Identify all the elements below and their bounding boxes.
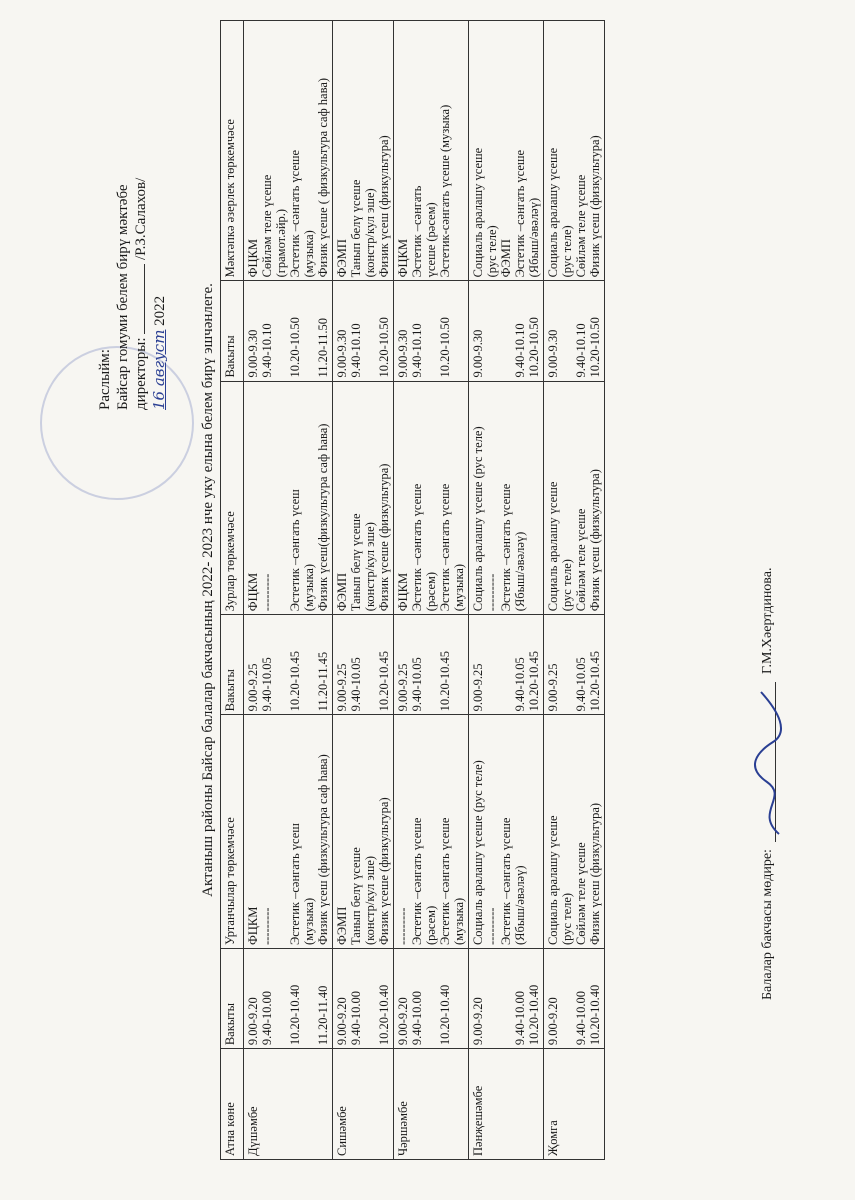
cell-line: Физик үсеше (физкультура) [377, 463, 391, 612]
cell-line: 9.00-9.25 [546, 663, 560, 712]
cell-line: 9.40-10.10 [574, 323, 588, 378]
time-cell [333, 281, 394, 381]
cell-line: --------- [396, 907, 410, 946]
activity-cell [244, 715, 333, 949]
cell-line [560, 618, 574, 711]
cell-line: 11.20-11.45 [316, 651, 330, 712]
cell-line [560, 284, 574, 377]
activity-cell [244, 21, 333, 281]
cell-line: Сөйләм теле үсеше [574, 174, 588, 278]
cell-line: Физик үсеш (физкультура) [588, 802, 602, 946]
approval-year: 2022 [152, 295, 168, 326]
header-time-3: Вакыты [221, 281, 244, 381]
cell-line: Эстетик –сәнгать үсеш [288, 489, 302, 612]
cell-line: Физик үсеше ( физкультура саф һава) [316, 77, 330, 278]
director-name: /Р.З.Салахов/ [133, 177, 149, 260]
cell-line: (Ябыш/әвәләү) [513, 531, 527, 612]
cell-line: 10.20-10.45 [438, 650, 452, 712]
time-cell [394, 281, 469, 381]
activity-cell [394, 381, 469, 615]
activity-cell [333, 21, 394, 281]
cell-line: үсеше (рәсем) [424, 202, 438, 278]
cell-line: (рус теле) [485, 225, 499, 278]
cell-line: 10.20-10.45 [588, 650, 602, 712]
cell-line: ФЭМП [335, 906, 349, 946]
cell-line [485, 618, 499, 711]
cell-line: ФЦКМ [396, 239, 410, 278]
cell-line: Танып белү үсеше [349, 179, 363, 278]
cell-line: 10.20-10.40 [588, 984, 602, 1046]
table-row [333, 21, 394, 1160]
cell-line [499, 618, 513, 711]
head-signature [775, 682, 776, 842]
header-day: Атна көне [221, 1049, 244, 1160]
activity-cell [469, 21, 544, 281]
table-row [244, 21, 333, 1160]
day-cell: Җомга [544, 1049, 605, 1160]
day-cell: Пәнҗешәмбе [469, 1049, 544, 1160]
cell-line: Эстетик –сәнгать үсеше [499, 483, 513, 612]
activity-cell [333, 381, 394, 615]
cell-line: 9.40-10.00 [574, 991, 588, 1046]
cell-line: 9.00-9.20 [246, 997, 260, 1046]
cell-line: ФЭМП [335, 572, 349, 612]
table-row [394, 21, 469, 1160]
day-cell: Чәршәмбе [394, 1049, 469, 1160]
cell-line: (рус теле) [560, 559, 574, 612]
time-cell [469, 281, 544, 381]
cell-line: 9.40-10.00 [513, 991, 527, 1046]
cell-line: Эстетик –сәнгать үсеше [513, 149, 527, 278]
cell-line: 9.40-10.10 [410, 323, 424, 378]
time-cell [544, 949, 605, 1049]
cell-line: 9.40-10.05 [513, 657, 527, 712]
cell-line: (констр/кул эше) [363, 855, 377, 946]
time-cell [333, 949, 394, 1049]
cell-line: 9.00-9.25 [335, 663, 349, 712]
cell-line: Эстетик –сәнгать үсеше [288, 149, 302, 278]
cell-line: ФЦКМ [396, 572, 410, 612]
table-header-row [221, 21, 244, 1160]
time-cell [244, 281, 333, 381]
time-cell [394, 615, 469, 715]
table-body [244, 21, 605, 1160]
cell-line: Физик үсеше (физкультура) [377, 797, 391, 946]
time-cell [394, 949, 469, 1049]
cell-line: 9.00-9.20 [335, 997, 349, 1046]
cell-line: Социаль аралашу үсеше [546, 147, 560, 278]
header-senior-group: Зурлар төркемчәсе [221, 381, 244, 615]
cell-line: 10.20-10.45 [288, 650, 302, 712]
day-cell: Дүшәмбе [244, 1049, 333, 1160]
cell-line: 9.40-10.10 [349, 323, 363, 378]
cell-line: 11.20-11.50 [316, 318, 330, 378]
cell-line: 10.20-10.40 [527, 984, 541, 1046]
cell-line: (музыка) [302, 563, 316, 612]
table-row [544, 21, 605, 1160]
cell-line: 9.00-9.30 [396, 329, 410, 378]
cell-line: 10.20-10.50 [288, 317, 302, 378]
cell-line [302, 952, 316, 1045]
activity-cell [394, 21, 469, 281]
cell-line: Физик үсеш (физкультура) [377, 135, 391, 278]
cell-line: 10.20-10.45 [377, 650, 391, 712]
table-row [469, 21, 544, 1160]
cell-line: Эстетик –сәнгать үсеше [410, 483, 424, 612]
cell-line [363, 952, 377, 1045]
cell-line: Социаль аралашу үсеше [471, 147, 485, 278]
cell-line [363, 618, 377, 711]
signature-line [144, 264, 145, 334]
activity-cell [333, 715, 394, 949]
time-cell [544, 281, 605, 381]
cell-line: --------- [260, 573, 274, 612]
cell-line: 9.00-9.30 [335, 329, 349, 378]
cell-line: 9.00-9.30 [246, 329, 260, 378]
cell-line: Физик үсеш(физкультура саф һава) [316, 423, 330, 612]
cell-line: ФЦКМ [246, 239, 260, 278]
approval-date [150, 50, 169, 410]
cell-line: Эстетик –сәнгать үсеш [288, 823, 302, 946]
cell-line: (рус теле) [560, 225, 574, 278]
cell-line [560, 952, 574, 1045]
cell-line: (Ябыш/әвәләү) [527, 197, 541, 278]
document-title: Актаныш районы Байсар балалар бакчасының 2022- 2023 нче уку елына белем бирү эшчәнлеге. [200, 283, 216, 897]
cell-line: ФЦКМ [246, 906, 260, 946]
head-name: Г.М.Хәертдинова. [760, 567, 775, 675]
approval-line-2: Байсар гомуми белем бирү мәктәбе [115, 184, 131, 410]
cell-line: (рәсем) [424, 571, 438, 612]
cell-line: (музыка) [452, 563, 466, 612]
cell-line: Социаль аралашу үсеше [546, 481, 560, 612]
cell-line: 9.00-9.30 [546, 329, 560, 378]
cell-line: --------- [485, 907, 499, 946]
header-time-1: Вакыты [221, 949, 244, 1049]
cell-line: 9.00-9.20 [396, 997, 410, 1046]
cell-line: Эстетик –сәнгать үсеше [499, 817, 513, 946]
cell-line: Эстетик –сәнгать үсеше [438, 817, 452, 946]
cell-line: 9.00-9.25 [246, 663, 260, 712]
footer [760, 568, 776, 1000]
day-cell: Сишәмбе [333, 1049, 394, 1160]
schedule-table [220, 20, 605, 1160]
cell-line [424, 618, 438, 711]
cell-line: 9.40-10.05 [260, 657, 274, 712]
cell-line: 9.40-10.05 [349, 657, 363, 712]
cell-line: 9.40-10.10 [513, 323, 527, 378]
cell-line: 10.20-10.50 [377, 317, 391, 378]
header-prep-group: Мәктәпкә әзерлек төркемчәсе [221, 21, 244, 281]
time-cell [244, 949, 333, 1049]
cell-line: 9.40-10.00 [410, 991, 424, 1046]
cell-line: 9.40-10.05 [574, 657, 588, 712]
cell-line: 9.00-9.30 [471, 329, 485, 378]
cell-line: (Ябыш/әвәләү) [513, 865, 527, 946]
cell-line: Танып белү үсеше [349, 847, 363, 946]
approval-line-1: Раслыйм: [97, 349, 113, 410]
cell-line: 10.20-10.40 [377, 984, 391, 1046]
cell-line: 11.20-11.40 [316, 985, 330, 1046]
activity-cell [469, 715, 544, 949]
cell-line [424, 284, 438, 377]
header-middle-group: Уртанчылар төркемчәсе [221, 715, 244, 949]
time-cell [544, 615, 605, 715]
activity-cell [244, 381, 333, 615]
time-cell [244, 615, 333, 715]
cell-line: Физик үсеш (физкультура) [588, 469, 602, 612]
cell-line: Эстетик –сәнгать үсеше [410, 817, 424, 946]
cell-line: (музыка) [302, 897, 316, 946]
cell-line: 9.00-9.25 [471, 663, 485, 712]
cell-line [499, 284, 513, 377]
time-cell [469, 615, 544, 715]
cell-line: 10.20-10.50 [527, 317, 541, 378]
cell-line: Физик үсеш (физкультура саф һава) [316, 754, 330, 946]
cell-line: (рус теле) [560, 892, 574, 946]
cell-line: 9.40-10.00 [349, 991, 363, 1046]
footer-label: Балалар бакчасы мөдире: [760, 849, 775, 1000]
approval-block [96, 50, 169, 410]
cell-line: Сөйләм теле үсеше [574, 508, 588, 612]
activity-cell [544, 715, 605, 949]
cell-line: 9.00-9.20 [471, 997, 485, 1046]
time-cell [333, 615, 394, 715]
cell-line: 10.20-10.50 [438, 317, 452, 378]
cell-line [363, 284, 377, 377]
cell-line: Социаль аралашу үсеше [546, 815, 560, 946]
cell-line: (музыка) [452, 897, 466, 946]
cell-line: Социаль аралашу үсеше (рус теле) [471, 426, 485, 612]
cell-line: 9.40-10.10 [260, 323, 274, 378]
activity-cell [544, 381, 605, 615]
cell-line: 9.00-9.20 [546, 997, 560, 1046]
cell-line: Физик үсеш (физкультура) [588, 135, 602, 278]
cell-line: ФЦКМ [246, 572, 260, 612]
cell-line [274, 284, 288, 377]
approval-position: директоры: [133, 337, 149, 410]
cell-line: 9.40-10.00 [260, 991, 274, 1046]
cell-line: Танып белү үсеше [349, 513, 363, 612]
cell-line: Эстетик –сәнгать үсеше [438, 483, 452, 612]
cell-line: ФЭМП [335, 239, 349, 278]
cell-line: (констр/кул эше) [363, 188, 377, 278]
cell-line: Эстетик –сәнгать [410, 185, 424, 278]
cell-line [485, 284, 499, 377]
cell-line: 10.20-10.45 [527, 650, 541, 712]
activity-cell [544, 21, 605, 281]
cell-line: 10.20-10.40 [438, 984, 452, 1046]
header-time-2: Вакыты [221, 615, 244, 715]
time-cell [469, 949, 544, 1049]
cell-line [274, 718, 288, 945]
activity-cell [469, 381, 544, 615]
cell-line: 9.40-10.05 [410, 657, 424, 712]
cell-line [485, 952, 499, 1045]
cell-line [302, 618, 316, 711]
cell-line: --------- [260, 907, 274, 946]
cell-line [302, 284, 316, 377]
cell-line: (рәсем) [424, 905, 438, 946]
cell-line: 10.20-10.50 [588, 317, 602, 378]
cell-line: Сөйләм теле үсеше [260, 174, 274, 278]
cell-line: --------- [485, 573, 499, 612]
approval-line-3 [132, 50, 150, 410]
cell-line [274, 618, 288, 711]
cell-line: 9.00-9.25 [396, 663, 410, 712]
cell-line [424, 952, 438, 1045]
cell-line: 10.20-10.40 [288, 984, 302, 1046]
cell-line [274, 952, 288, 1045]
cell-line: ФЭМП [499, 239, 513, 278]
cell-line [274, 385, 288, 612]
activity-cell [394, 715, 469, 949]
cell-line: (грамот.әйр.) [274, 208, 288, 278]
handwritten-date: 16 август [150, 329, 168, 410]
cell-line: Эстетик-сәнгать үсеше (музыка) [438, 104, 452, 278]
cell-line: Социаль аралашу үсеше (рус теле) [471, 760, 485, 946]
cell-line: (музыка) [302, 230, 316, 278]
cell-line [499, 952, 513, 1045]
signature-scribble [749, 682, 789, 842]
cell-line: (констр/кул эше) [363, 522, 377, 612]
cell-line: Сөйләм теле үсеше [574, 842, 588, 946]
